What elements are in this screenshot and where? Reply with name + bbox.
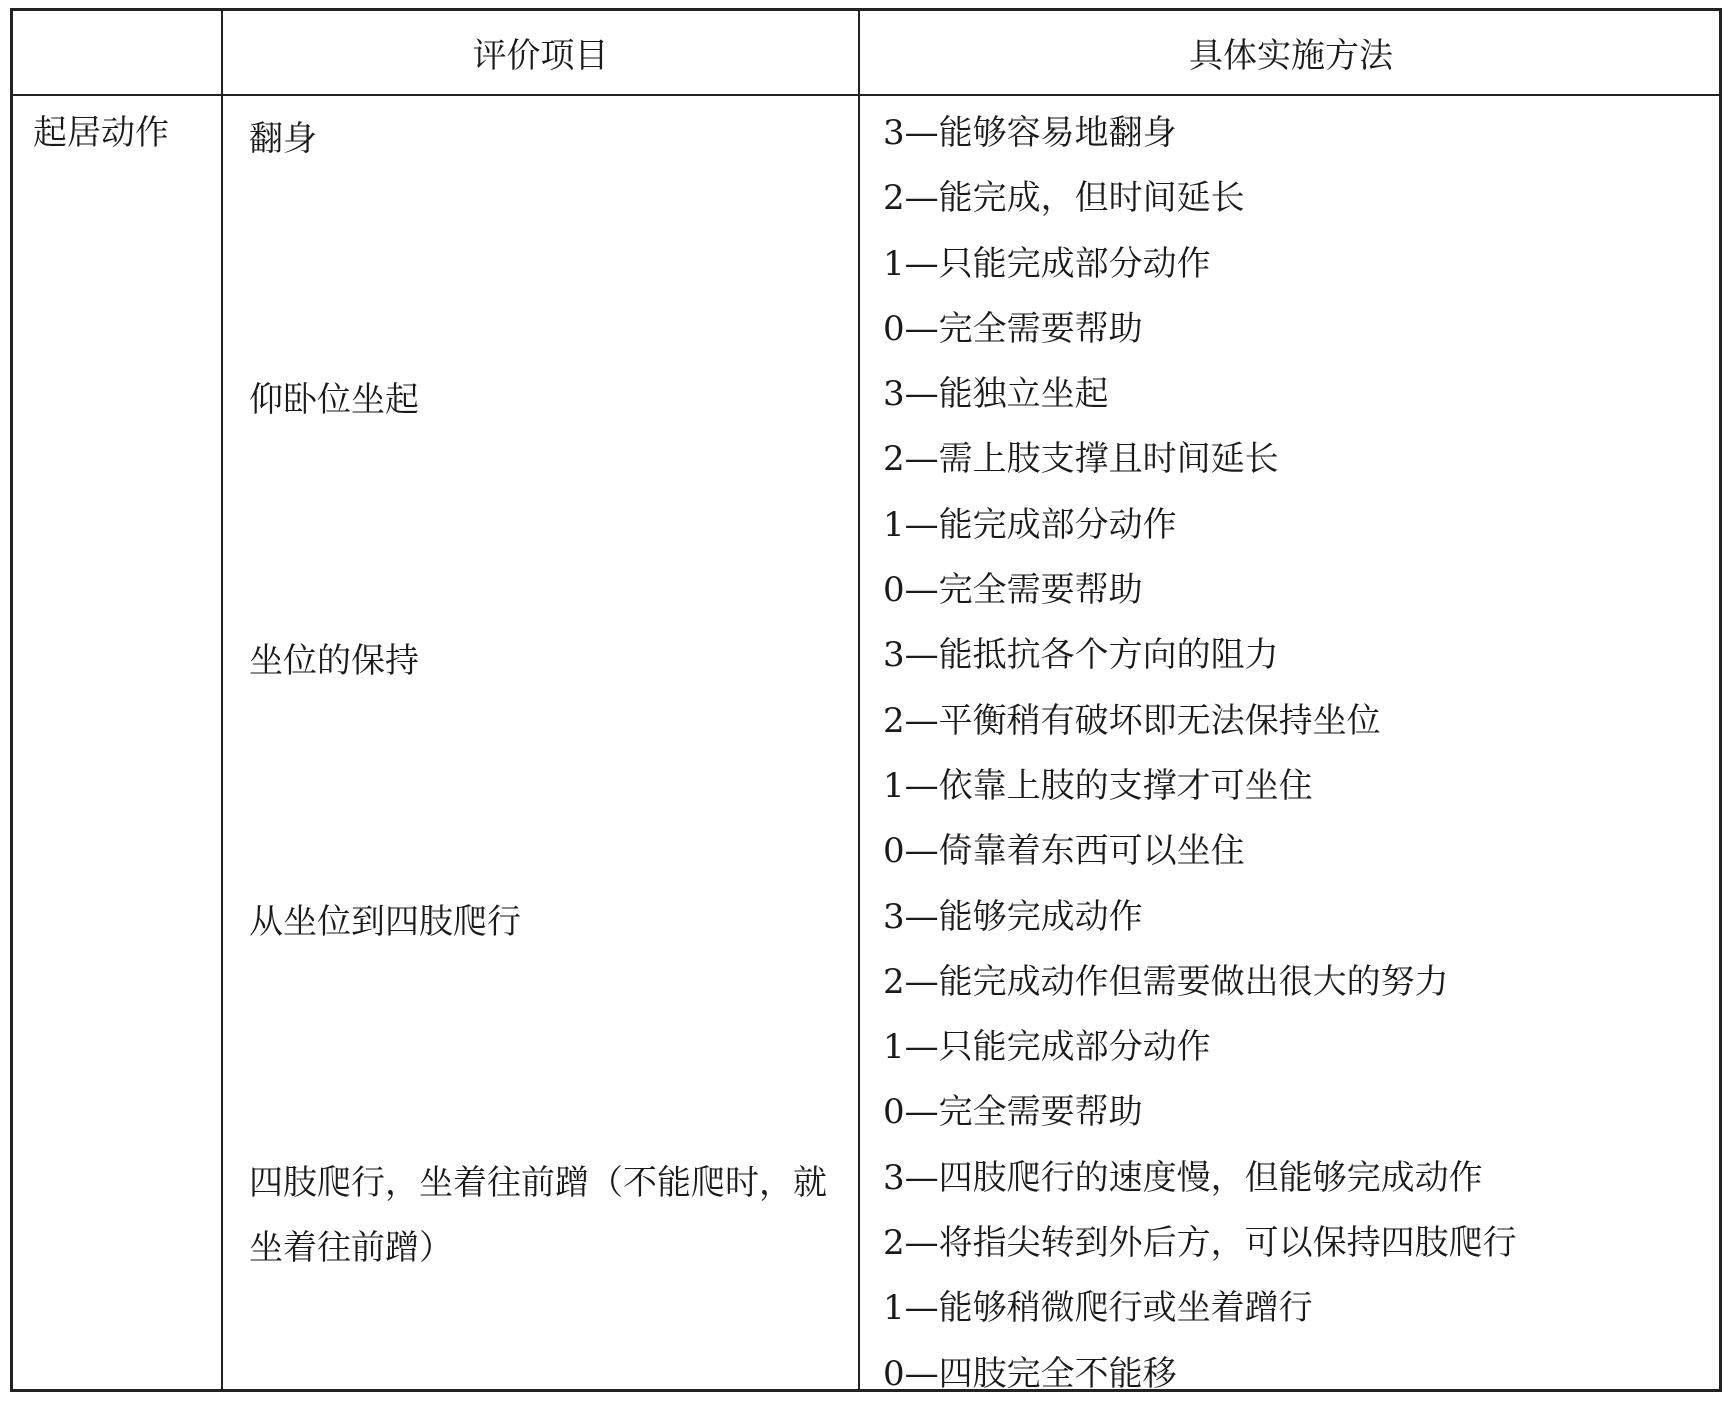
method-line: 2—将指尖转到外后方，可以保持四肢爬行 xyxy=(883,1223,1517,1264)
header-method: 具体实施方法 xyxy=(1189,36,1393,76)
method-line: 0—四肢完全不能移 xyxy=(883,1353,1177,1394)
category-label: 起居动作 xyxy=(33,113,169,153)
method-line: 1—只能完成部分动作 xyxy=(883,243,1211,284)
method-line: 3—能够容易地翻身 xyxy=(883,113,1177,153)
method-line: 2—需上肢支撑且时间延长 xyxy=(883,439,1279,480)
method-line: 0—完全需要帮助 xyxy=(883,1092,1143,1133)
item-name: 坐位的保持 xyxy=(249,641,419,681)
method-line: 1—依靠上肢的支撑才可坐住 xyxy=(883,765,1313,806)
method-line: 0—倚靠着东西可以坐住 xyxy=(883,831,1245,872)
method-line: 3—四肢爬行的速度慢，但能够完成动作 xyxy=(883,1157,1483,1198)
method-line: 0—完全需要帮助 xyxy=(883,570,1143,611)
method-line: 3—能够完成动作 xyxy=(883,896,1143,937)
method-line: 0—完全需要帮助 xyxy=(883,308,1143,349)
header-item: 评价项目 xyxy=(472,36,609,76)
method-line: 1—只能完成部分动作 xyxy=(883,1027,1211,1068)
item-name: 四肢爬行，坐着往前蹭（不能爬时，就坐着往前蹭） xyxy=(249,1163,827,1268)
item-name: 仰卧位坐起 xyxy=(249,380,419,420)
method-line: 3—能独立坐起 xyxy=(883,374,1109,415)
item-name: 翻身 xyxy=(249,119,317,159)
method-line: 2—能完成动作但需要做出很大的努力 xyxy=(883,961,1449,1002)
method-line: 1—能够稍微爬行或坐着蹭行 xyxy=(883,1288,1313,1329)
header-divider xyxy=(13,94,1719,96)
column-divider-1 xyxy=(221,11,223,1389)
method-line: 2—平衡稍有破坏即无法保持坐位 xyxy=(883,700,1381,741)
item-name: 从坐位到四肢爬行 xyxy=(249,902,521,942)
method-line: 1—能完成部分动作 xyxy=(883,504,1177,545)
assessment-table xyxy=(10,8,1722,1392)
column-divider-2 xyxy=(858,11,860,1389)
method-line: 2—能完成，但时间延长 xyxy=(883,178,1245,219)
methods-column xyxy=(883,107,1713,1413)
method-line: 3—能抵抗各个方向的阻力 xyxy=(883,635,1279,676)
